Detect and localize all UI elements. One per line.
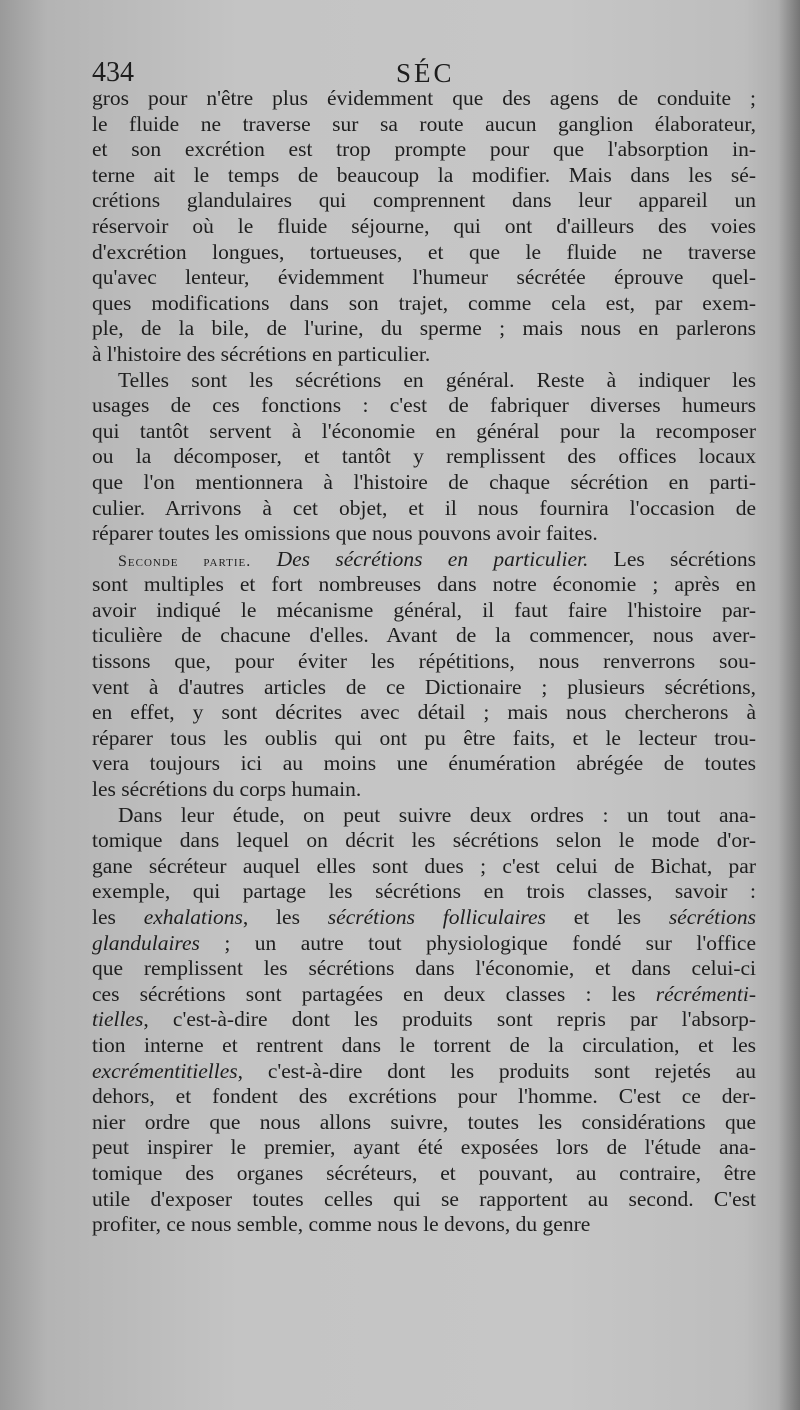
section-title: Des sécrétions en particulier.	[251, 546, 589, 571]
text-line: exemple, qui partage les sécrétions en trois classes, savoir :	[92, 879, 756, 904]
text-run: Les sécrétions	[588, 546, 756, 571]
text-run: , c'est-à-dire dont les produits sont repris par l'absorp-	[143, 1007, 756, 1032]
text-line	[92, 931, 756, 957]
text-line	[92, 1007, 756, 1033]
text-line: en effet, y sont décrites avec détail ; mais nous chercherons à	[92, 700, 756, 725]
text-run: les	[92, 905, 144, 929]
text-line: tissons que, pour éviter les répétitions, nous renverrons sou-	[92, 649, 756, 674]
text-line: réservoir où le fluide séjourne, qui ont d'ailleurs des voies	[92, 213, 756, 238]
italic-term: tielles	[92, 1007, 144, 1032]
italic-term: récrémenti-	[655, 981, 756, 1006]
italic-term: excrémentitielles	[92, 1058, 238, 1083]
text-line: tion interne et rentrent dans le torrent de la circulation, et les	[92, 1032, 756, 1057]
italic-term: sécrétions folliculaires	[327, 905, 546, 929]
text-line: gros pour n'être plus évidemment que des agens de conduite ;	[92, 86, 756, 110]
text-line: réparer tous les oublis qui ont pu être faits, et le lecteur trou-	[92, 725, 756, 750]
text-run: et les	[545, 905, 669, 929]
text-line: ques modifications dans son trajet, comme cela est, par exem-	[92, 290, 756, 315]
text-run: , les	[242, 905, 328, 929]
text-line: terne ait le temps de beaucoup la modifier. Mais dans les sé-	[92, 162, 756, 187]
text-run: ; un autre tout physiologique fondé sur l'office	[199, 930, 756, 955]
text-line: réparer toutes les omissions que nous pouvons avoir faites.	[92, 521, 598, 546]
text-line: qui tantôt servent à l'économie en général pour la recomposer	[92, 418, 756, 443]
text-line: usages de ces fonctions : c'est de fabriquer diverses humeurs	[92, 393, 756, 418]
text-line: avoir indiqué le mécanisme général, il faut faire l'histoire par-	[92, 597, 756, 622]
page-header	[92, 58, 756, 88]
text-line: culier. Arrivons à cet objet, et il nous fournira l'occasion de	[92, 495, 756, 520]
text-line: tomique des organes sécréteurs, et pouvant, au contraire, être	[92, 1160, 756, 1185]
text-line: qu'avec lenteur, évidemment l'humeur sécrétée éprouve quel-	[92, 265, 756, 290]
text-line	[92, 982, 756, 1008]
body-text	[92, 86, 756, 1238]
text-line: dehors, et fondent des excrétions pour l'homme. C'est ce der-	[92, 1084, 756, 1109]
text-line: peut inspirer le premier, ayant été exposées lors de l'étude ana-	[92, 1135, 756, 1160]
text-line	[92, 1059, 756, 1085]
text-run: ces sécrétions sont partagées en deux classes : les	[92, 981, 656, 1006]
text-line: à l'histoire des sécrétions en particulier.	[92, 341, 431, 366]
text-line: tomique dans lequel on décrit les sécrétions selon le mode d'or-	[92, 828, 756, 853]
text-line: ou la décomposer, et tantôt y remplissent des offices locaux	[92, 444, 756, 469]
text-line: utile d'exposer toutes celles qui se rapportent au second. C'est	[92, 1186, 756, 1211]
text-line: Telles sont les sécrétions en général. Reste à indiquer les	[118, 367, 756, 392]
text-line: que l'on mentionnera à l'histoire de chaque sécrétion en parti-	[92, 469, 756, 494]
section-label: Seconde partie.	[118, 552, 252, 570]
text-line: le fluide ne traverse sur sa route aucun ganglion élaborateur,	[92, 111, 756, 136]
text-line: que remplissent les sécrétions dans l'économie, et dans celui-ci	[92, 956, 756, 981]
running-head: SÉC	[396, 58, 455, 88]
italic-term: exhalations	[143, 905, 243, 929]
italic-term: sécrétions	[668, 905, 756, 929]
text-line	[92, 547, 756, 573]
text-line: sont multiples et fort nombreuses dans notre économie ; après en	[92, 572, 756, 597]
text-line: profiter, ce nous semble, comme nous le devons, du genre	[92, 1212, 591, 1237]
page-number: 434	[92, 57, 134, 88]
text-line: crétions glandulaires qui comprennent dans leur appareil un	[92, 188, 756, 213]
text-line: Dans leur étude, on peut suivre deux ordres : un tout ana-	[118, 802, 756, 827]
text-line: les sécrétions du corps humain.	[92, 777, 362, 802]
text-line: ticulière de chacune d'elles. Avant de la commencer, nous aver-	[92, 623, 756, 648]
italic-term: glandulaires	[92, 930, 200, 955]
text-line: gane sécréteur auquel elles sont dues ; c'est celui de Bichat, par	[92, 853, 756, 878]
text-line	[92, 905, 756, 931]
text-line: et son excrétion est trop prompte pour que l'absorption in-	[92, 137, 756, 162]
text-line: d'excrétion longues, tortueuses, et que le fluide ne traverse	[92, 239, 756, 264]
text-line: nier ordre que nous allons suivre, toutes les considérations que	[92, 1109, 756, 1134]
text-line: vera toujours ici au moins une énumération abrégée de toutes	[92, 751, 756, 776]
text-run: , c'est-à-dire dont les produits sont rejetés au	[237, 1058, 756, 1083]
text-line: ple, de la bile, de l'urine, du sperme ; mais nous en parlerons	[92, 316, 756, 341]
text-line: vent à d'autres articles de ce Dictionaire ; plusieurs sécrétions,	[92, 674, 756, 699]
